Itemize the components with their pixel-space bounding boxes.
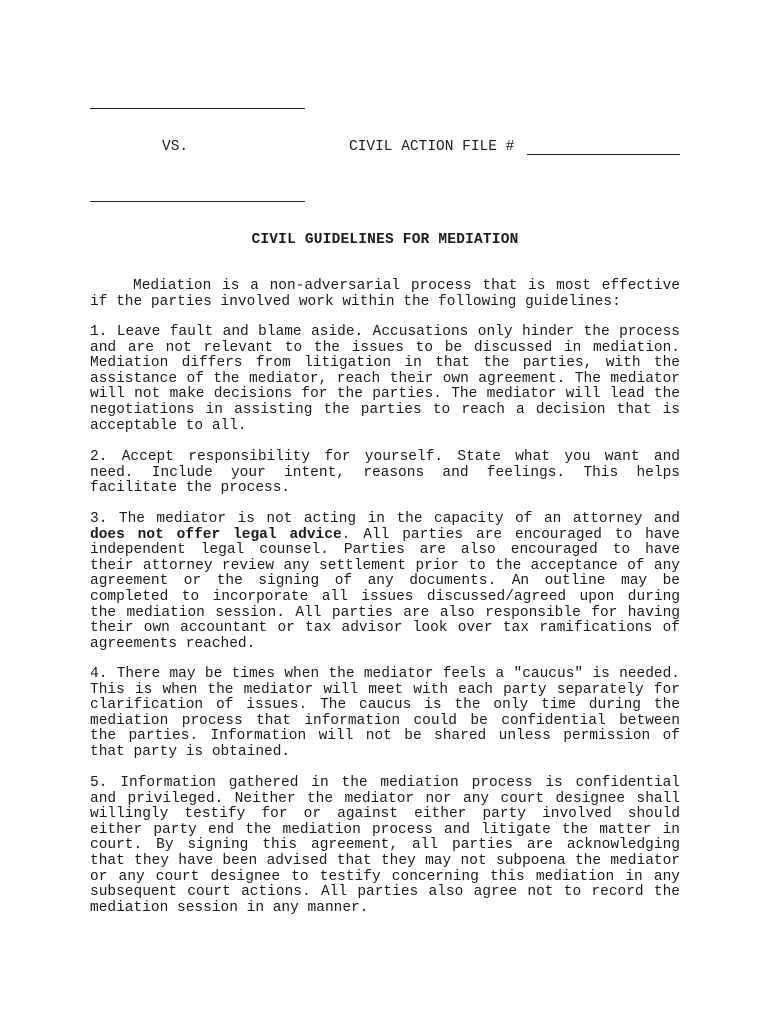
guideline-3-bold-phrase: does not offer legal advice <box>90 526 342 543</box>
guideline-1: 1. Leave fault and blame aside. Accusations only hinder the process and are not relevant to the issues to be discussed in mediation. Mediation differs from litigation in that the parties, with the assistance of the mediator, reach their own agreement. The mediator will not make decisions for the parties. The mediator will lead the negotiations in assisting the parties to reach a decision that is acceptable to all. <box>90 324 680 434</box>
guideline-4: 4. There may be times when the mediator feels a "caucus" is needed. This is when the mediator will meet with each party separately for clarification of issues. The caucus is the only time during the mediation process that information could be confidential between the parties. Information will not be shared unless permission of that party is obtained. <box>90 666 680 760</box>
guideline-3-rest: . All parties are encouraged to have independent legal counsel. Parties are also encouraged to have their attorney review any settlement prior to the acceptance of any agreement or the signing of any documents. An outline may be completed to incorporate all issues discussed/agreed upon during the mediation session. All parties are also responsible for having their own accountant or tax advisor look over tax ramifications of agreements reached. <box>90 526 680 652</box>
guideline-3 <box>90 512 680 652</box>
guideline-3-lead: 3. The mediator is not acting in the capacity of an attorney and <box>90 511 680 527</box>
guideline-2: 2. Accept responsibility for yourself. State what you want and need. Include your intent, reasons and feelings. This helps facilitate the process. <box>90 449 680 497</box>
intro-paragraph: Mediation is a non-adversarial process that is most effective if the parties involved work within the following guidelines: <box>90 278 680 310</box>
defendant-blank-line <box>90 201 305 202</box>
document-title: CIVIL GUIDELINES FOR MEDIATION <box>251 232 519 248</box>
plaintiff-blank-line <box>90 108 305 109</box>
guideline-5: 5. Information gathered in the mediation process is confidential and privileged. Neither the mediator nor any court designee shall willingly testify for or against either party involved should either party end the mediation process and litigate the matter in court. By signing this agreement, all parties are acknowledging that they have been advised that they may not subpoena the mediator or any court designee to testify concerning this mediation in any subsequent court actions. All parties also agree not to record the mediation session in any manner. <box>90 775 680 916</box>
civil-action-label: CIVIL ACTION FILE # <box>349 139 515 155</box>
civil-action-number-blank-line <box>527 154 680 155</box>
vs-label: VS. <box>162 139 189 155</box>
